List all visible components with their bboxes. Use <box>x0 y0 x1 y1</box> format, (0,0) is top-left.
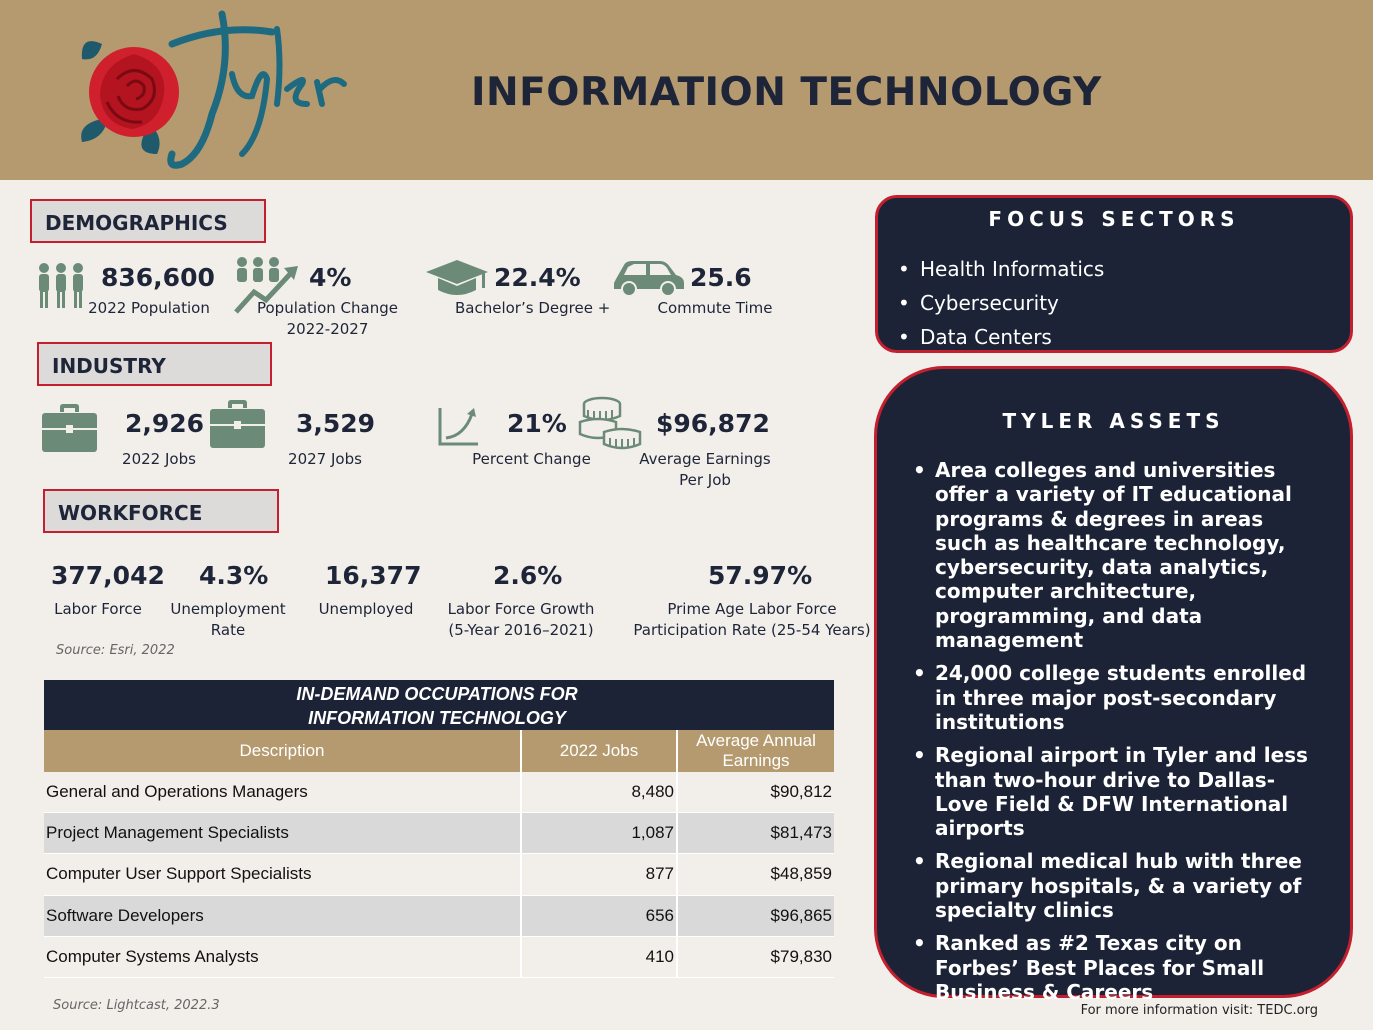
population-value: 836,600 <box>101 263 215 292</box>
population-change-value: 4% <box>309 263 352 292</box>
car-icon <box>612 259 686 297</box>
percent-change-value: 21% <box>507 409 567 438</box>
focus-sectors-list <box>920 257 1350 359</box>
cell-jobs: 410 <box>522 937 678 977</box>
workforce-label: WORKFORCE <box>43 489 279 533</box>
cell-description: Project Management Specialists <box>44 813 522 853</box>
header-banner <box>0 0 1373 180</box>
page-title: INFORMATION TECHNOLOGY <box>471 70 1102 115</box>
occupations-title-line1: IN-DEMAND OCCUPATIONS FOR <box>296 684 578 704</box>
table-header <box>44 730 834 772</box>
cell-earnings: $90,812 <box>770 782 832 802</box>
list-item: • Area colleges and universities offer a variety of IT educational programs & degrees in areas such as healthcare technology, cybersecurity, data analytics, computer architecture, programming, and data management <box>935 458 1320 652</box>
commute-value: 25.6 <box>690 263 752 292</box>
briefcase-icon <box>210 400 265 448</box>
focus-sectors-title: FOCUS SECTORS <box>988 207 1240 231</box>
briefcase-icon <box>42 404 97 452</box>
labor-force-growth-value: 2.6% <box>493 561 563 590</box>
jobs-2022-value: 2,926 <box>125 409 205 438</box>
table-row <box>44 772 834 813</box>
population-caption: 2022 Population <box>88 299 210 317</box>
population-change-caption: Population Change 2022-2027 <box>256 299 398 338</box>
col-description: Description <box>44 730 522 772</box>
list-item: • Cybersecurity <box>920 291 1350 325</box>
list-item: • Data Centers <box>920 325 1350 359</box>
commute-caption: Commute Time <box>657 299 773 317</box>
cell-description: General and Operations Managers <box>44 772 522 812</box>
col-jobs: 2022 Jobs <box>522 730 678 772</box>
industry-label: INDUSTRY <box>37 342 272 386</box>
unemployed-caption: Unemployed <box>318 600 414 618</box>
unemployed-value: 16,377 <box>325 561 422 590</box>
demographics-label: DEMOGRAPHICS <box>30 199 266 243</box>
cell-jobs: 656 <box>522 896 678 936</box>
growth-chart-icon <box>436 404 480 448</box>
bachelors-caption: Bachelor’s Degree + <box>455 299 611 317</box>
list-item: • 24,000 college students enrolled in three major post-secondary institutions <box>935 661 1320 734</box>
cell-earnings: $79,830 <box>770 946 832 966</box>
labor-force-caption: Labor Force <box>54 600 142 618</box>
avg-earnings-caption: Average Earnings Per Job <box>639 450 771 489</box>
col-earnings: Average Annual Earnings <box>696 731 816 770</box>
list-item: • Health Informatics <box>920 257 1350 291</box>
table-row <box>44 896 834 937</box>
cell-jobs: 877 <box>522 854 678 894</box>
unemployment-rate-caption: Unemployment Rate <box>170 600 286 639</box>
tyler-rose-logo <box>72 4 362 174</box>
occupations-table <box>44 680 834 978</box>
cell-description: Computer User Support Specialists <box>44 854 522 894</box>
labor-force-value: 377,042 <box>51 561 165 590</box>
participation-rate-value: 57.97% <box>708 561 813 590</box>
avg-earnings-value: $96,872 <box>656 409 770 438</box>
cell-earnings: $48,859 <box>770 864 832 884</box>
graduation-cap-icon <box>424 258 490 298</box>
occupations-title <box>44 680 834 730</box>
jobs-2027-caption: 2027 Jobs <box>288 450 362 468</box>
cell-jobs: 8,480 <box>522 772 678 812</box>
tyler-assets-title: TYLER ASSETS <box>1002 409 1225 433</box>
table-row <box>44 937 834 978</box>
percent-change-caption: Percent Change <box>472 450 591 468</box>
participation-rate-caption: Prime Age Labor Force Participation Rate (25-54 Years) <box>633 600 871 639</box>
cell-jobs: 1,087 <box>522 813 678 853</box>
esri-source: Source: Esri, 2022 <box>56 643 175 658</box>
table-row <box>44 813 834 854</box>
cell-earnings: $96,865 <box>770 905 832 925</box>
jobs-2027-value: 3,529 <box>296 409 376 438</box>
labor-force-growth-caption: Labor Force Growth (5-Year 2016–2021) <box>447 600 595 639</box>
tyler-assets-panel <box>874 366 1353 1004</box>
list-item: • Regional airport in Tyler and less than two-hour drive to Dallas-Love Field & DFW International airports <box>935 743 1320 840</box>
cell-description: Software Developers <box>44 896 522 936</box>
list-item: • Ranked as #2 Texas city on Forbes’ Best Places for Small Business & Careers <box>935 931 1320 1004</box>
unemployment-rate-value: 4.3% <box>199 561 269 590</box>
people-icon <box>35 262 87 310</box>
list-item: • Regional medical hub with three primary hospitals, & a variety of specialty clinics <box>935 849 1320 922</box>
lightcast-source: Source: Lightcast, 2022.3 <box>53 998 220 1013</box>
table-body <box>44 772 834 978</box>
coins-icon <box>578 396 644 452</box>
footer-info: For more information visit: TEDC.org <box>1080 1003 1318 1018</box>
jobs-2022-caption: 2022 Jobs <box>122 450 196 468</box>
occupations-title-line2: INFORMATION TECHNOLOGY <box>308 708 566 728</box>
tyler-assets-list <box>935 458 1320 1004</box>
cell-description: Computer Systems Analysts <box>44 937 522 977</box>
focus-sectors-panel <box>875 195 1353 353</box>
table-row <box>44 854 834 895</box>
cell-earnings: $81,473 <box>770 823 832 843</box>
bachelors-value: 22.4% <box>494 263 581 292</box>
